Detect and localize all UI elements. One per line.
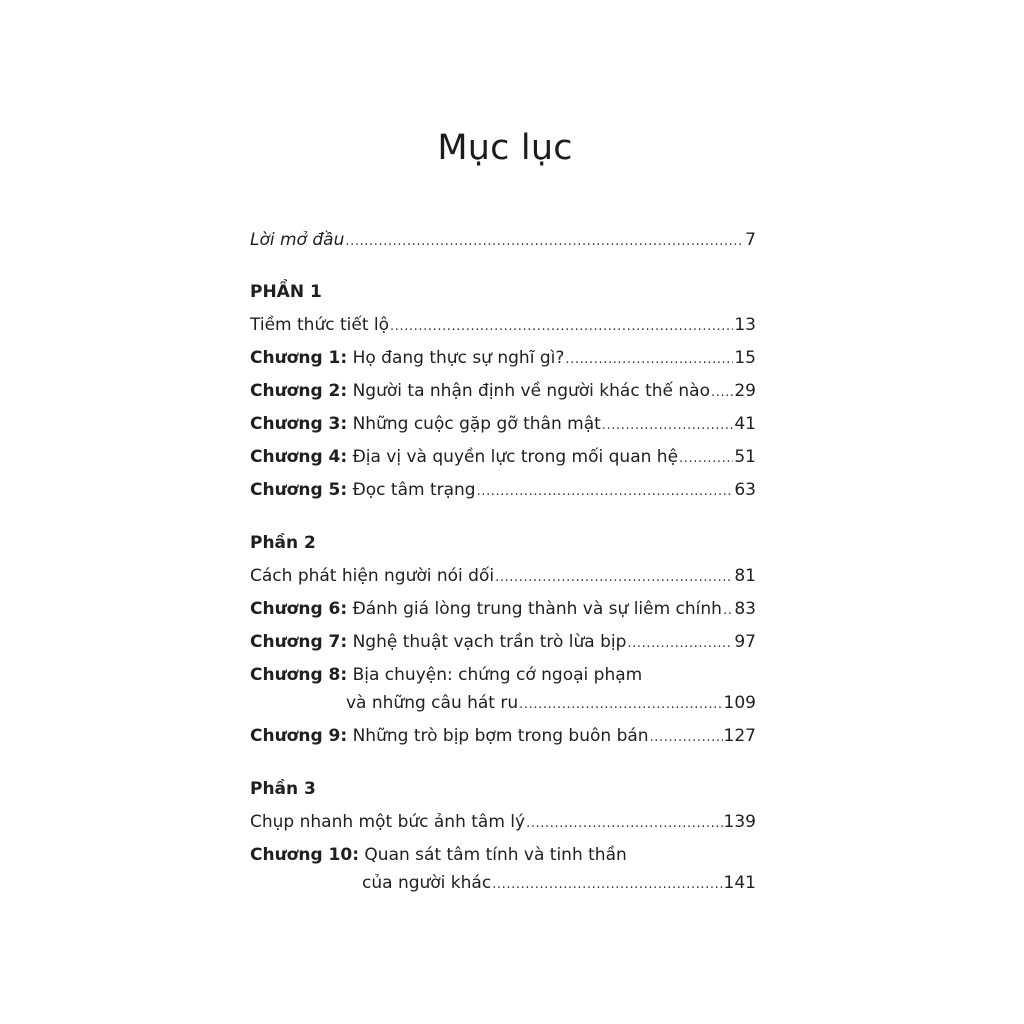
- chapter-title: Người ta nhận định về người khác thế nào: [352, 381, 710, 401]
- toc-entry: [250, 443, 756, 471]
- toc-entry: [250, 476, 756, 504]
- toc-entry: [250, 410, 756, 438]
- page-number: 15: [734, 348, 756, 368]
- page-number: 139: [723, 812, 756, 832]
- chapter-number: Chương 10:: [250, 845, 360, 865]
- toc-entry: [250, 628, 756, 656]
- toc-entry-label: Lời mở đầu: [250, 230, 345, 250]
- toc-entry-label: Cách phát hiện người nói dối: [250, 566, 495, 586]
- dot-leader: [602, 412, 734, 440]
- toc-entry-label: Tiềm thức tiết lộ: [250, 315, 390, 335]
- chapter-title: Nghệ thuật vạch trần trò lừa bịp: [352, 632, 627, 652]
- dot-leader: [390, 313, 733, 341]
- toc-entry: [250, 722, 756, 750]
- chapter-title: Quan sát tâm tính và tinh thần: [364, 845, 627, 865]
- page-number: 63: [734, 480, 756, 500]
- toc-entry: [250, 377, 756, 405]
- dot-leader: [345, 228, 744, 256]
- chapter-title: Bịa chuyện: chứng cớ ngoại phạm: [352, 665, 643, 685]
- toc-entry: [250, 808, 756, 836]
- chapter-number: Chương 9:: [250, 726, 348, 746]
- chapter-number: Chương 6:: [250, 599, 348, 619]
- dot-leader: [492, 871, 722, 899]
- dot-leader: [526, 810, 722, 838]
- dot-leader: [723, 597, 733, 625]
- chapter-number: Chương 1:: [250, 348, 348, 368]
- chapter-title: Địa vị và quyền lực trong mối quan hệ: [352, 447, 679, 467]
- part-heading: PHẦN 1: [250, 282, 322, 302]
- toc-entry-first-line: [250, 841, 627, 869]
- chapter-title: Những cuộc gặp gỡ thân mật: [352, 414, 601, 434]
- page-number: 7: [745, 230, 756, 250]
- chapter-number: Chương 7:: [250, 632, 348, 652]
- dot-leader: [477, 478, 734, 506]
- toc-entry-label: Chụp nhanh một bức ảnh tâm lý: [250, 812, 526, 832]
- page-number: 51: [734, 447, 756, 467]
- chapter-number: Chương 2:: [250, 381, 348, 401]
- part-heading: Phần 2: [250, 533, 316, 553]
- dot-leader: [650, 724, 723, 752]
- chapter-title: Đánh giá lòng trung thành và sự liêm chính: [352, 599, 722, 619]
- chapter-number: Chương 8:: [250, 665, 348, 685]
- toc-entry: [250, 344, 756, 372]
- page-number: 127: [723, 726, 756, 746]
- page-number: 141: [723, 873, 756, 893]
- chapter-number: Chương 4:: [250, 447, 348, 467]
- page-number: 109: [723, 693, 756, 713]
- toc-entry: [250, 595, 756, 623]
- dot-leader: [627, 630, 733, 658]
- page-title: Mục lục: [437, 128, 573, 168]
- chapter-title-continued: của người khác: [362, 873, 492, 893]
- dot-leader: [495, 564, 733, 592]
- chapter-number: Chương 5:: [250, 480, 348, 500]
- page-number: 83: [734, 599, 756, 619]
- chapter-title: Đọc tâm trạng: [352, 480, 476, 500]
- toc-entry: [362, 869, 756, 897]
- dot-leader: [519, 691, 722, 719]
- page-number: 81: [734, 566, 756, 586]
- chapter-title: Họ đang thực sự nghĩ gì?: [352, 348, 565, 368]
- page-number: 41: [734, 414, 756, 434]
- toc-entry: [346, 689, 756, 717]
- chapter-title-continued: và những câu hát ru: [346, 693, 519, 713]
- toc-entry-intro: [250, 226, 756, 254]
- toc-entry-first-line: [250, 661, 642, 689]
- page-number: 29: [734, 381, 756, 401]
- dot-leader: [711, 379, 733, 407]
- toc-entry: [250, 311, 756, 339]
- part-heading: Phần 3: [250, 779, 316, 799]
- toc-entry: [250, 562, 756, 590]
- dot-leader: [679, 445, 733, 473]
- page-number: 13: [734, 315, 756, 335]
- page-number: 97: [734, 632, 756, 652]
- chapter-number: Chương 3:: [250, 414, 348, 434]
- dot-leader: [565, 346, 733, 374]
- chapter-title: Những trò bịp bợm trong buôn bán: [352, 726, 649, 746]
